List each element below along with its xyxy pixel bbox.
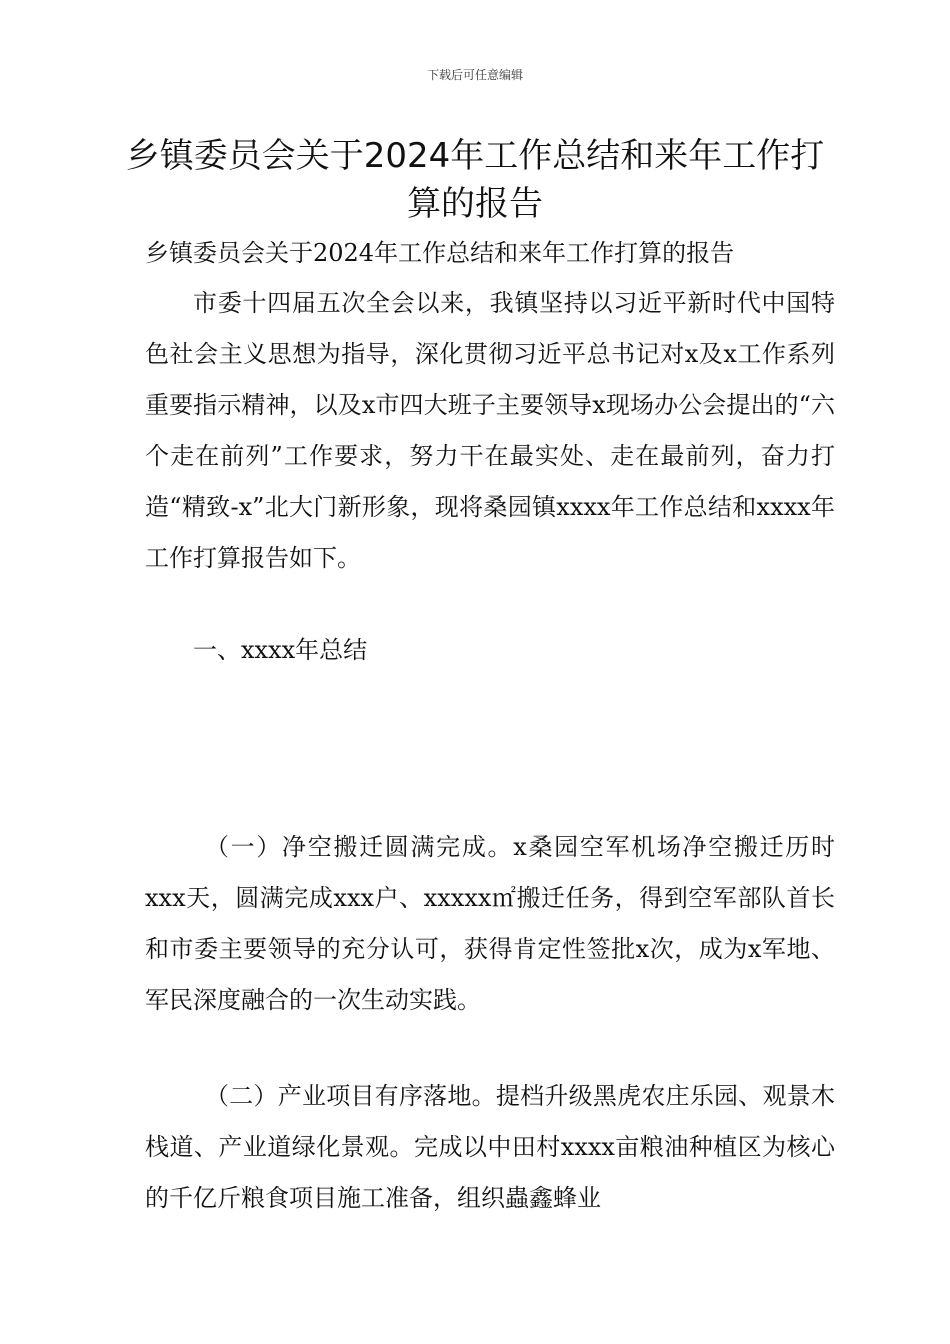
section-heading-summary: 一、xxxx年总结 <box>193 636 368 664</box>
header-note: 下载后可任意编辑 <box>426 68 523 82</box>
document-subtitle: 乡镇委员会关于2024年工作总结和来年工作打算的报告 <box>145 239 735 267</box>
document-title: 乡镇委员会关于2024年工作总结和来年工作打算的报告 <box>125 136 825 224</box>
intro-paragraph: 市委十四届五次全会以来，我镇坚持以习近平新时代中国特色社会主义思想为指导，深化贯彻习近平总书记对x及x工作系列重要指示精神，以及x市四大班子主要领导x现场办公会提出的“六个走在前列”工作要求，努力干在最实处、走在最前列，奋力打造“精致-x”北大门新形象，现将桑园镇xxxx年工作总结和xxxx年工作打算报告如下。 <box>145 289 835 572</box>
paragraph-item-1: （一）净空搬迁圆满完成。x桑园空军机场净空搬迁历时xxx天，圆满完成xxx户、xxxxx㎡搬迁任务，得到空军部队首长和市委主要领导的充分认可，获得肯定性签批x次，成为x军地、军民深度融合的一次生动实践。 <box>145 833 835 1014</box>
paragraph-item-2: （二）产业项目有序落地。提档升级黑虎农庄乐园、观景木栈道、产业道绿化景观。完成以中田村xxxx亩粮油种植区为核心的千亿斤粮食项目施工准备，组织蟲鑫蜂业 <box>145 1082 835 1212</box>
